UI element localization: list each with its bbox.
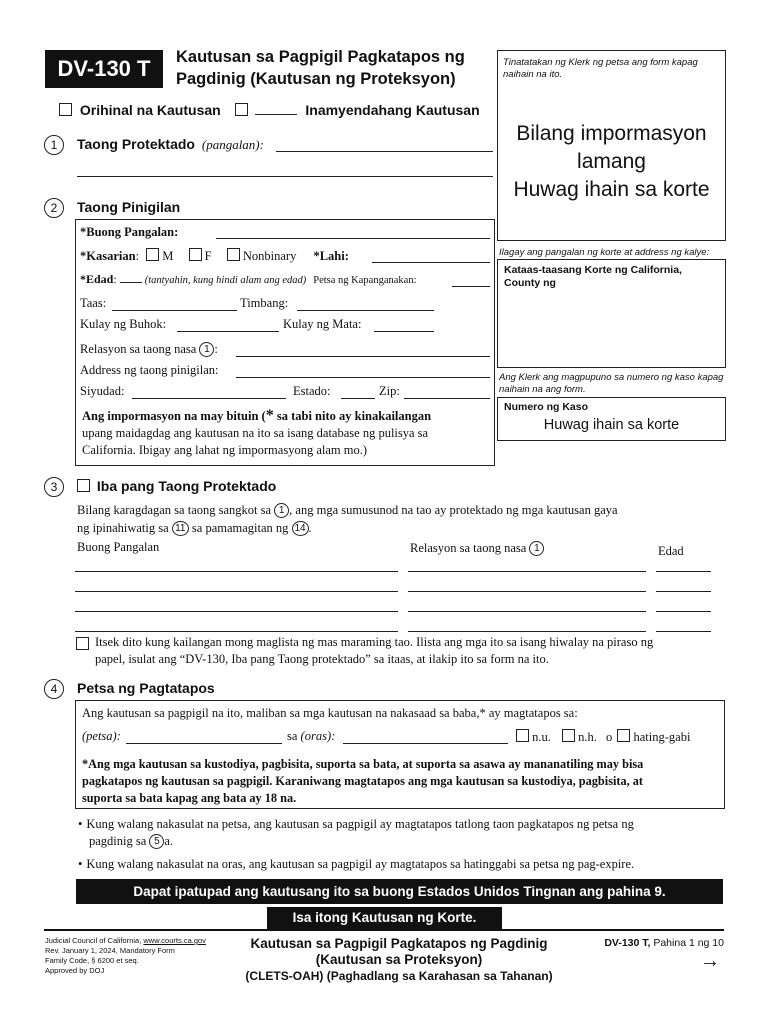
expiration-date-field[interactable] (126, 743, 282, 744)
custody-note-line3: suporta sa bata kapag ang bata ay 18 na. (82, 791, 297, 805)
section-1-title (77, 136, 264, 153)
person3-name-field[interactable] (75, 611, 398, 612)
eye-label: Kulay ng Mata: (283, 317, 362, 331)
sex-race-row: *Kasarian: M F Nonbinary *Lahi: (80, 249, 349, 263)
case-number-value: Huwag ihain sa korte (543, 417, 680, 433)
footer-title-line3: (CLETS-OAH) (Paghadlang sa Karahasan sa Tahanan) (245, 969, 553, 983)
sex-nonbinary-checkbox[interactable] (227, 248, 240, 261)
form-code-badge: DV-130 T (45, 50, 163, 88)
dob-label: Petsa ng Kapanganakan: (313, 275, 417, 286)
footer-title (228, 936, 570, 984)
section-4-number: 4 (44, 679, 64, 699)
sex-nonbinary-label: Nonbinary (242, 249, 297, 263)
person3-age-field[interactable] (656, 611, 711, 612)
hair-field[interactable] (177, 331, 279, 332)
bullet-1-text1: Kung walang nakasulat na petsa, ang kautusan sa pagpigil ay magtatapos tatlong taon pagkatapos ng petsa ng (86, 817, 634, 831)
time-period-row (516, 729, 690, 745)
col-age-header: Edad (658, 544, 684, 558)
original-label: Orihinal na Kautusan (79, 102, 221, 118)
required-note-star: * (265, 407, 274, 424)
person1-relation-field[interactable] (408, 571, 646, 572)
bullet-1-text2a: pagdinig sa (89, 834, 147, 848)
am-label: n.u. (532, 730, 551, 744)
sex-f-label: F (204, 249, 212, 263)
court-order-banner: Isa itong Kautusan ng Korte. (267, 907, 502, 929)
bullet-1-text2b: a. (164, 834, 174, 848)
section-2-title: Taong Pinigilan (77, 199, 181, 215)
footer-page (580, 937, 724, 949)
person1-age-field[interactable] (656, 571, 711, 572)
section-3-ref1: 1 (274, 503, 289, 518)
case-number-note: Ang Klerk ang magpupuno sa numero ng kaso kapag naihain na ang form. (499, 372, 724, 395)
bullet-1 (78, 816, 634, 850)
footer-left (45, 936, 206, 976)
race-label: Lahi (319, 249, 345, 263)
midnight-checkbox[interactable] (617, 729, 630, 742)
col-relation-header (410, 541, 544, 556)
next-page-arrow-icon[interactable]: → (700, 950, 720, 972)
expiration-date-label: (petsa): (82, 729, 121, 743)
col-relation-ref: 1 (529, 541, 544, 556)
footer-council: Judicial Council of California, (45, 936, 142, 945)
order-type-row (59, 102, 480, 118)
address-field[interactable] (236, 377, 490, 378)
bullet-1-line2 (78, 833, 634, 850)
pm-checkbox[interactable] (562, 729, 575, 742)
expiration-time-row (287, 729, 335, 744)
am-checkbox[interactable] (516, 729, 529, 742)
relation-label: Relasyon sa taong nasa (80, 342, 197, 356)
state-label: Estado: (293, 384, 331, 398)
address-label: Address ng taong pinigilan: (80, 363, 219, 377)
race-field[interactable] (372, 262, 490, 263)
footer-page-number: Pahina 1 ng 10 (653, 937, 724, 949)
footer-divider (44, 929, 724, 931)
midnight-label: hating-gabi (633, 730, 691, 744)
required-note-line2: upang maidagdag ang kautusan na ito sa isang database ng pulisya sa (82, 426, 429, 440)
section-3-title-text: Iba pang Taong Protektado (96, 478, 277, 494)
full-name-row: *Buong Pangalan: (80, 225, 179, 239)
section-3-title (77, 478, 276, 494)
zip-field[interactable] (404, 398, 490, 399)
required-note (82, 407, 431, 459)
eye-field[interactable] (374, 331, 434, 332)
relation-field[interactable] (236, 356, 490, 357)
more-people-line1: Itsek dito kung kailangan mong maglista ng mas maraming tao. Ilista ang mga ito sa isang hiwalay na piraso ng (95, 635, 654, 649)
person4-relation-field[interactable] (408, 631, 646, 632)
custody-note-line1: *Ang mga kautusan sa kustodiya, pagbisita, suporta sa bata, at suporta sa asawa ay mananatiling may bisa (82, 757, 644, 771)
section-2-number: 2 (44, 198, 64, 218)
city-field[interactable] (132, 398, 286, 399)
person3-relation-field[interactable] (408, 611, 646, 612)
age-hint: (tantyahin, kung hindi alam ang edad) (144, 275, 307, 286)
expiration-line1: Ang kautusan sa pagpigil na ito, maliban sa mga kautusan na nakasaad sa baba,* ay magtatapos sa: (82, 706, 578, 720)
weight-field[interactable] (297, 310, 434, 311)
more-people-line2: papel, isulat ang “DV-130, Iba pang Taong protektado” sa itaas, at ilakip ito sa form na ito. (95, 652, 549, 666)
section-1-sub: (pangalan): (201, 137, 264, 152)
person2-age-field[interactable] (656, 591, 711, 592)
age-field[interactable] (120, 272, 142, 283)
age-label: Edad (86, 272, 114, 286)
enforce-banner: Dapat ipatupad ang kautusang ito sa buong Estados Unidos Tingnan ang pahina 9. (76, 879, 723, 904)
original-checkbox[interactable] (59, 103, 72, 116)
section-3-line2: ng ipinahiwatig sa 11 sa pamamagitan ng 14 . (77, 521, 312, 535)
court-address-note: Ilagay ang pangalan ng korte at address ng kalye: (499, 247, 710, 258)
person1-name-field[interactable] (75, 571, 398, 572)
sex-m-label: M (162, 249, 174, 263)
full-name-field[interactable] (216, 238, 490, 239)
more-people-checkbox[interactable] (76, 637, 89, 650)
clerk-stamp-note: Tinatatakan ng Klerk ng petsa ang form kapag naihain na ito. (503, 57, 698, 80)
section-3-ref11: 11 (172, 521, 189, 536)
sex-label: Kasarian (86, 249, 136, 263)
more-people-text (95, 634, 653, 668)
section-3-text1a: Bilang karagdagan sa taong sangkot sa (77, 503, 272, 517)
section-4-title: Petsa ng Pagtatapos (77, 680, 215, 696)
pm-label: n.h. (578, 730, 597, 744)
footer-title-line1: Kautusan sa Pagpigil Pagkatapos ng Pagdinig (250, 936, 548, 951)
form-title (176, 46, 465, 90)
height-field[interactable] (112, 310, 237, 311)
footer-rev: Rev. January 1, 2024, Mandatory Form (45, 946, 175, 955)
info-notice-line3: Huwag ihain sa korte (513, 178, 710, 201)
expiration-at-label: sa (287, 729, 298, 743)
form-title-line1: Kautusan sa Pagpigil Pagkatapos ng (176, 48, 465, 66)
footer-title-line2: (Kautusan sa Proteksyon) (315, 952, 483, 967)
sex-m-checkbox[interactable] (146, 248, 159, 261)
footer-form-code: DV-130 T, (604, 937, 651, 949)
amended-label: Inamyendahang Kautusan (305, 102, 480, 118)
col-name-header: Buong Pangalan (77, 540, 160, 554)
section-3-checkbox[interactable] (77, 479, 90, 492)
relation-row: Relasyon sa taong nasa 1 : (80, 342, 218, 356)
footer-council-line (45, 936, 206, 946)
section-3-text2a: ng ipinahiwatig sa (77, 521, 169, 535)
court-name (504, 264, 682, 290)
custody-note-line2: pagkatapos ng kautusan sa pagpigil. Karaniwang magtatapos ang mga kautusan sa kustodiya, pagbisita, at (82, 774, 644, 788)
section-3-text1b: , ang mga sumusunod na tao ay protektado ng mga kautusan gaya (289, 503, 618, 517)
height-label: Taas: (80, 296, 107, 310)
required-note-bold: Ang impormasyon na may bituin ( (82, 409, 266, 423)
person4-name-field[interactable] (75, 631, 398, 632)
bullet-2-text: Kung walang nakasulat na oras, ang kautusan sa pagpigil ay magtatapos sa hatinggabi sa petsa ng pag-expire. (86, 857, 635, 871)
state-field[interactable] (341, 398, 375, 399)
full-name-label: Buong Pangalan (86, 225, 175, 239)
section-1-number: 1 (44, 135, 64, 155)
required-note-line1 (82, 407, 431, 425)
hair-label: Kulay ng Buhok: (80, 317, 167, 331)
bullet-2: • Kung walang nakasulat na oras, ang kautusan sa pagpigil ay magtatapos sa hatinggabi sa petsa ng pag-expire. (78, 857, 635, 871)
protected-person-name-field-2[interactable] (77, 176, 493, 177)
protected-person-name-field[interactable] (276, 151, 493, 152)
age-dob-row: *Edad: (tantyahin, kung hindi alam ang edad) Petsa ng Kapanganakan: (80, 272, 417, 286)
zip-label: Zip: (379, 384, 400, 398)
bullet-1-line1: • Kung walang nakasulat na petsa, ang kautusan sa pagpigil ay magtatapos tatlong taon pagkatapos ng petsa ng (78, 817, 634, 831)
relation-ref: 1 (199, 342, 214, 357)
case-number-label: Numero ng Kaso (504, 401, 589, 413)
person2-name-field[interactable] (75, 591, 398, 592)
section-3-ref14: 14 (292, 521, 309, 536)
sex-f-checkbox[interactable] (189, 248, 202, 261)
section-1-title-text: Taong Protektado (77, 136, 195, 152)
section-3-text (77, 501, 618, 537)
info-notice-line2: lamang (577, 150, 646, 173)
dob-field[interactable] (452, 286, 490, 287)
section-3-text2b: sa pamamagitan ng (191, 521, 289, 535)
form-title-line2: Pagdinig (Kautusan ng Proteksyon) (176, 70, 456, 88)
expiration-time-field[interactable] (343, 743, 508, 744)
court-name-line1: Kataas-taasang Korte ng California, (504, 264, 682, 276)
required-note-bold2: sa tabi nito ay kinakailangan (273, 409, 432, 423)
bullet-1-ref: 5 (149, 834, 164, 849)
court-name-line2: County ng (504, 277, 556, 289)
city-label: Siyudad: (80, 384, 125, 398)
info-notice-line1: Bilang impormasyon (516, 122, 707, 145)
amended-checkbox[interactable] (235, 103, 248, 116)
expiration-time-label: (oras): (300, 729, 336, 743)
required-note-line3: California. Ibigay ang lahat ng impormasyong alam mo.) (82, 443, 367, 457)
person4-age-field[interactable] (656, 631, 711, 632)
info-notice (498, 120, 725, 204)
or-label: o (606, 730, 613, 744)
col-relation-label: Relasyon sa taong nasa (410, 541, 527, 555)
footer-council-url[interactable]: www.courts.ca.gov (143, 936, 206, 945)
person2-relation-field[interactable] (408, 591, 646, 592)
custody-note (82, 756, 643, 807)
section-3-number: 3 (44, 477, 64, 497)
section-3-line1 (77, 501, 618, 519)
footer-approved: Approved by DOJ (45, 966, 105, 975)
weight-label: Timbang: (240, 296, 289, 310)
amended-number-field[interactable] (255, 102, 297, 115)
footer-code: Family Code, § 6200 et seq. (45, 956, 139, 965)
